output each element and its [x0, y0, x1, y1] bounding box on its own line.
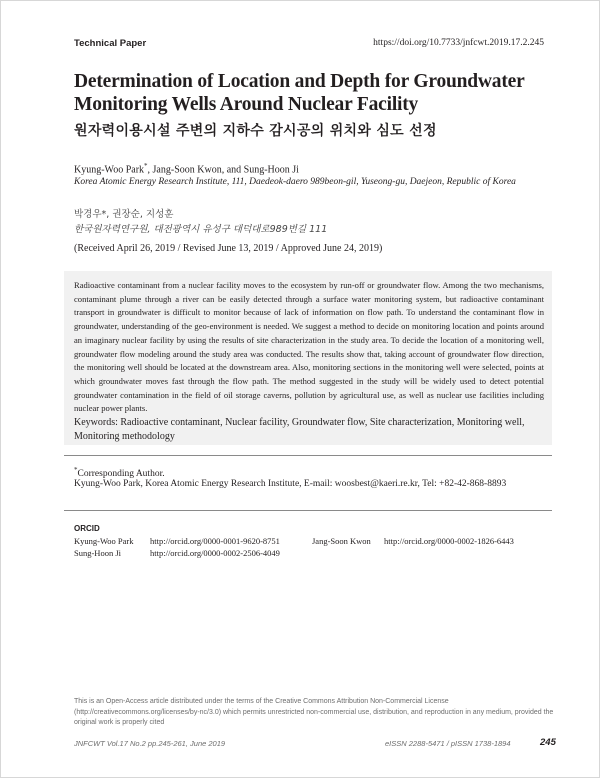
page-number: 245	[540, 737, 556, 748]
orcid-link[interactable]: http://orcid.org/0000-0002-1826-6443	[384, 536, 514, 546]
orcid-link[interactable]: http://orcid.org/0000-0001-9620-8751	[150, 536, 280, 546]
abstract-text: Radioactive contaminant from a nuclear facility moves to the ecosystem by run-off or groundwater flow. Among the two mechanisms, contaminant plume through a river can be easily detected through a surface water monitoring system, but radioactive contaminant transport in groundwater is difficult to monitor because of lack of information on flow path. To understand the contaminant flow in groundwater, understanding of the geo-environment is needed. We suggest a method to decide on monitoring location and points around an imaginary nuclear facility by using the results of site characterization in the study area. To decide the location of a monitoring well, groundwater flow modeling around the study area was conducted. The results show that, taking account of groundwater flow direction, the monitoring well should be located at the downstream area. Also, monitoring sections in the monitoring well were selected, points at which groundwater moves fast through the flow path. The method suggested in the study will be widely used to detect potential groundwater contamination in the field of oil storage caverns, pollution by agricultural use, as well as nuclear use facilities including nuclear power plants.	[74, 280, 544, 414]
received-dates: (Received April 26, 2019 / Revised June 13, 2019 / Approved June 24, 2019)	[74, 243, 383, 254]
divider-line	[64, 455, 552, 456]
corresponding-mark: *	[144, 162, 148, 170]
corresponding-asterisk: *	[74, 466, 78, 474]
corresponding-label-text: Corresponding Author.	[77, 469, 165, 480]
orcid-heading: ORCID	[74, 524, 100, 533]
license-notice: This is an Open-Access article distributed under the terms of the Creative Commons Attribution Non-Commercial License (http://creativecommons.org/licenses/by-nc/3.0) which permits unrestricted non-commercial use, distribution, and reproduction in any medium, provided the original work is properly cited	[74, 698, 554, 726]
korean-affiliation: 한국원자력연구원, 대전광역시 유성구 대덕대로989번길 111	[74, 224, 328, 235]
page-title: Determination of Location and Depth for Groundwater Monitoring Wells Around Nuclear Facility	[74, 71, 525, 115]
issn: eISSN 2288-5471 / pISSN 1738-1894	[385, 739, 511, 748]
author-list	[74, 162, 299, 175]
orcid-name: Jang-Soon Kwon	[312, 536, 371, 546]
author-rest: , Jang-Soon Kwon, and Sung-Hoon Ji	[147, 164, 299, 176]
orcid-name: Sung-Hoon Ji	[74, 548, 121, 558]
author-first: Kyung-Woo Park	[74, 164, 145, 176]
corresponding-contact: Kyung-Woo Park, Korea Atomic Energy Research Institute, E-mail: woosbest@kaeri.re.kr, Tel: +82-42-868-8893	[74, 479, 507, 489]
keywords: Keywords: Radioactive contaminant, Nuclear facility, Groundwater flow, Site characterization, Monitoring well, Monitoring methodology	[74, 417, 525, 442]
affiliation: Korea Atomic Energy Research Institute, 111, Daedeok-daero 989beon-gil, Yuseong-gu, Daejeon, Republic of Korea	[74, 177, 516, 187]
korean-author-list: 박경우*, 권장순, 지성훈	[74, 209, 174, 220]
divider-line	[64, 510, 552, 511]
orcid-name: Kyung-Woo Park	[74, 536, 134, 546]
orcid-link[interactable]: http://orcid.org/0000-0002-2506-4049	[150, 548, 280, 558]
corresponding-label	[74, 466, 165, 479]
journal-citation: JNFCWT Vol.17 No.2 pp.245-261, June 2019	[74, 739, 226, 748]
korean-title: 원자력이용시설 주변의 지하수 감시공의 위치와 심도 선정	[74, 123, 437, 139]
doi-link[interactable]: https://doi.org/10.7733/jnfcwt.2019.17.2.245	[373, 38, 544, 48]
article-type-label: Technical Paper	[74, 38, 147, 49]
